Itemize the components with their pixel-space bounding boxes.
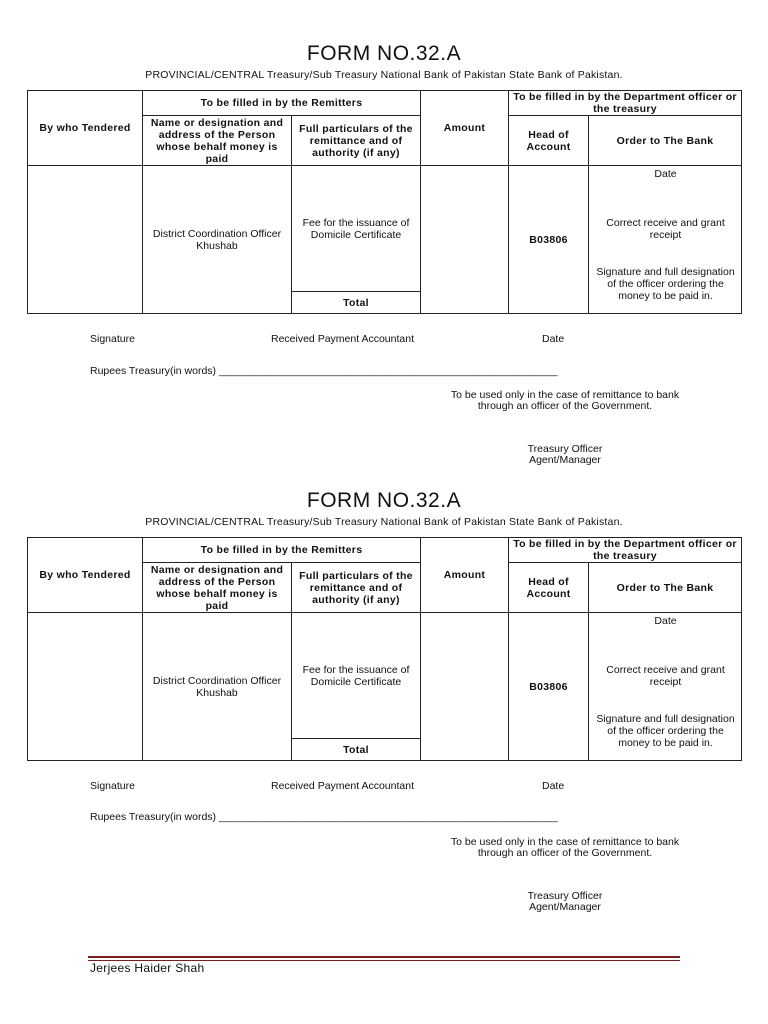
amount-header: Amount [421, 538, 509, 613]
form-subtitle: PROVINCIAL/CENTRAL Treasury/Sub Treasury National Bank of Pakistan State Bank of Pakistan. [145, 516, 623, 528]
signature-label: Signature [90, 780, 135, 792]
rupees-in-words-line: Rupees Treasury(in words) __________________________________________________________ [90, 365, 558, 377]
total-label: Total [292, 292, 421, 314]
order-receipt: Correct receive and grant receipt [606, 664, 725, 688]
order-to-bank-header: Order to The Bank [589, 563, 742, 613]
remitters-header: To be filled in by the Remitters [143, 538, 421, 563]
footer-author: Jerjees Haider Shah [90, 961, 205, 975]
particulars-header: Full particulars of the remittance and of authority (if any) [292, 116, 421, 166]
name-designation-cell: District Coordination Officer Khushab [143, 613, 292, 761]
head-of-account-header: Head of Account [509, 116, 589, 166]
government-note: To be used only in the case of remittance to bank through an officer of the Government. [450, 389, 680, 412]
form-title: FORM NO.32.A [306, 42, 462, 65]
department-header: To be filled in by the Department officer or the treasury [509, 538, 742, 563]
order-date: Date [654, 615, 677, 627]
government-note: To be used only in the case of remittance to bank through an officer of the Government. [450, 836, 680, 859]
remittance-table [27, 537, 742, 761]
department-header: To be filled in by the Department officer or the treasury [509, 91, 742, 116]
footer-rule [88, 956, 680, 958]
agent-manager-label: Agent/Manager [529, 901, 601, 913]
particulars-cell: Fee for the issuance of Domicile Certificate [292, 613, 421, 739]
by-who-cell [28, 613, 143, 761]
amount-header: Amount [421, 91, 509, 166]
name-designation-header: Name or designation and address of the Person whose behalf money is paid [143, 116, 292, 166]
amount-cell [421, 613, 509, 761]
date-label: Date [542, 333, 565, 345]
rupees-in-words-line: Rupees Treasury(in words) __________________________________________________________ [90, 811, 558, 823]
form-32a-first [0, 0, 768, 466]
agent-manager-label: Agent/Manager [529, 454, 601, 466]
head-of-account-cell: B03806 [509, 166, 589, 314]
particulars-header: Full particulars of the remittance and of authority (if any) [292, 563, 421, 613]
order-signature: Signature and full designation of the officer ordering the money to be paid in. [596, 713, 735, 749]
form-subtitle: PROVINCIAL/CENTRAL Treasury/Sub Treasury National Bank of Pakistan State Bank of Pakistan. [145, 69, 623, 81]
order-to-bank-header: Order to The Bank [589, 116, 742, 166]
order-signature: Signature and full designation of the officer ordering the money to be paid in. [596, 266, 735, 302]
total-label: Total [292, 739, 421, 761]
treasury-officer-label: Treasury Officer [527, 890, 603, 902]
date-label: Date [542, 780, 565, 792]
order-to-bank-cell [589, 166, 742, 314]
head-of-account-cell: B03806 [509, 613, 589, 761]
form-32a-second [0, 447, 768, 913]
signature-label: Signature [90, 333, 135, 345]
by-who-header: By who Tendered [28, 538, 143, 613]
order-receipt: Correct receive and grant receipt [606, 217, 725, 241]
remittance-table [27, 90, 742, 314]
order-to-bank-cell [589, 613, 742, 761]
particulars-cell: Fee for the issuance of Domicile Certificate [292, 166, 421, 292]
head-of-account-header: Head of Account [509, 563, 589, 613]
form-title: FORM NO.32.A [306, 489, 462, 512]
received-payment-label: Received Payment Accountant [271, 780, 415, 792]
treasury-officer-label: Treasury Officer [527, 443, 603, 455]
order-date: Date [654, 168, 677, 180]
received-payment-label: Received Payment Accountant [271, 333, 415, 345]
name-designation-cell: District Coordination Officer Khushab [143, 166, 292, 314]
amount-cell [421, 166, 509, 314]
remitters-header: To be filled in by the Remitters [143, 91, 421, 116]
by-who-cell [28, 166, 143, 314]
by-who-header: By who Tendered [28, 91, 143, 166]
name-designation-header: Name or designation and address of the Person whose behalf money is paid [143, 563, 292, 613]
